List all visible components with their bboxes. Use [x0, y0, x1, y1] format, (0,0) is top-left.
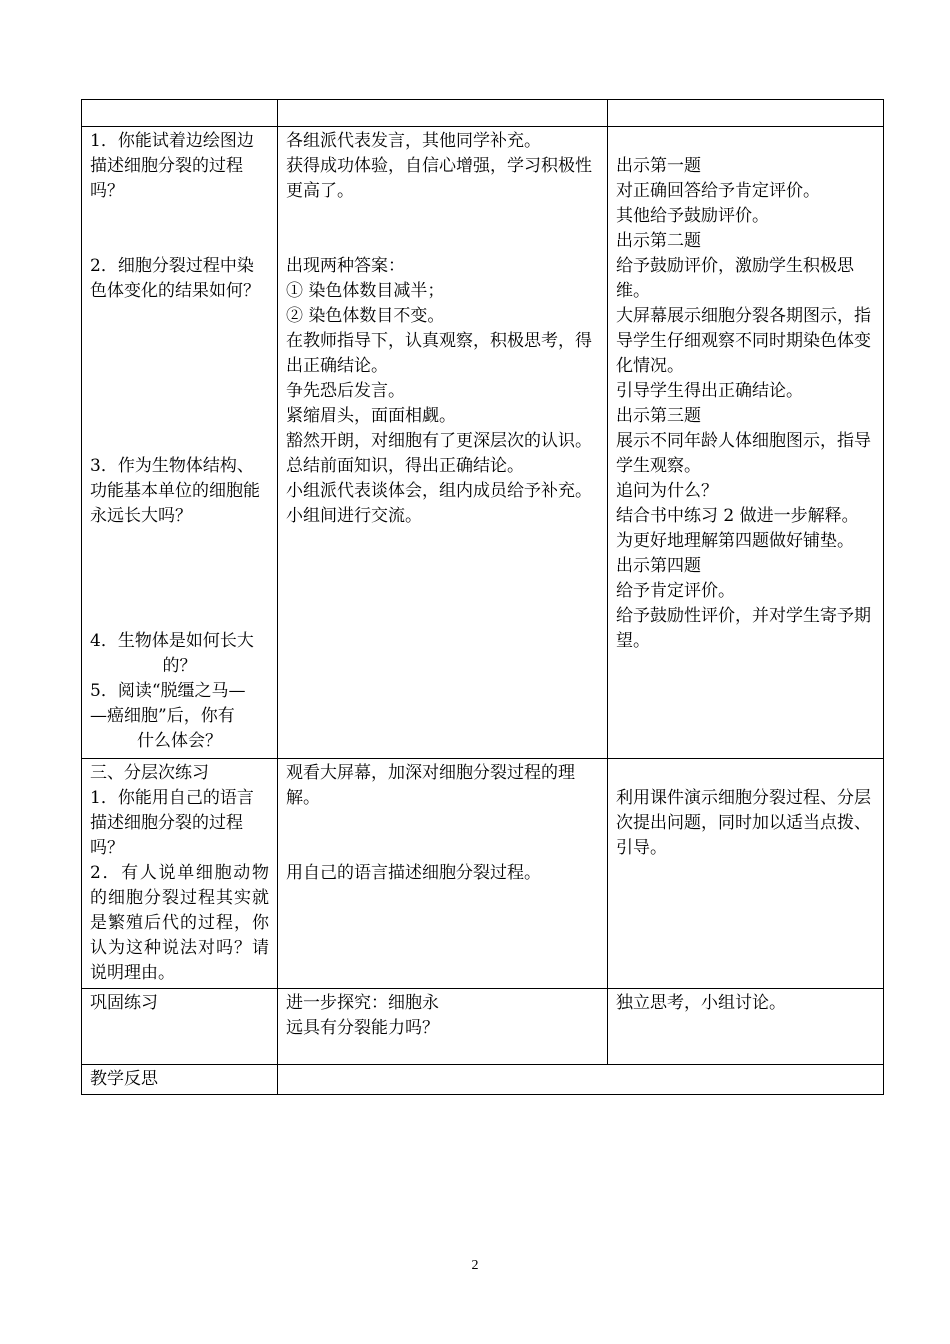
- teacher-activity-cell: [608, 759, 884, 989]
- text-line: 2．有人说单细胞动物的细胞分裂过程其实就是繁殖后代的过程，你认为这种说法对吗？请说明理由。: [90, 863, 269, 983]
- consolidate-label-cell: [82, 989, 278, 1065]
- text-line: 用自己的语言描述细胞分裂过程。: [286, 863, 541, 883]
- table-cell: [608, 100, 884, 127]
- question-3: 3．作为生物体结构、功能基本单位的细胞能永远长大吗？: [90, 456, 260, 526]
- text-line: 出现两种答案：: [286, 256, 405, 276]
- text-line: 独立思考，小组讨论。: [616, 993, 786, 1013]
- text-line: 出示第三题: [616, 406, 701, 426]
- text-line: 远具有分裂能力吗？: [286, 1018, 439, 1038]
- question-5-line-1: 5．阅读“脱缰之马—: [90, 681, 246, 701]
- text-line: 其他给予鼓励评价。: [616, 206, 769, 226]
- text-line: 展示不同年龄人体细胞图示，指导学生观察。: [616, 431, 871, 476]
- teacher-activity-cell: [608, 127, 884, 759]
- text-line: 小组间进行交流。: [286, 506, 422, 526]
- text-line: 获得成功体验，自信心增强，学习积极性更高了。: [286, 156, 592, 201]
- page-number: 2: [471, 1258, 479, 1273]
- text-line: 对正确回答给予肯定评价。: [616, 181, 820, 201]
- text-line: 大屏幕展示细胞分裂各期图示，指导学生仔细观察不同时期染色体变化情况。: [616, 306, 871, 376]
- text-line: 进一步探究：细胞永: [286, 993, 439, 1013]
- text-line: 在教师指导下，认真观察，积极思考，得出正确结论。: [286, 331, 592, 376]
- reflection-content-cell: [278, 1065, 884, 1095]
- text-line: 引导学生得出正确结论。: [616, 381, 803, 401]
- text-line: 小组派代表谈体会，组内成员给予补充。: [286, 481, 592, 501]
- question-2: 2．细胞分裂过程中染色体变化的结果如何？: [90, 256, 260, 301]
- table-row: [82, 759, 884, 989]
- table-row: [82, 1065, 884, 1095]
- text-line: 给予鼓励评价，激励学生积极思维。: [616, 256, 854, 301]
- student-activity-cell: [278, 759, 608, 989]
- text-line: 各组派代表发言，其他同学补充。: [286, 131, 541, 151]
- consolidate-activity-cell: [278, 989, 608, 1065]
- question-5-line-3: 什么体会？: [137, 731, 222, 751]
- text-line: 出示第一题: [616, 156, 701, 176]
- question-4-line-1: 4．生物体是如何长大: [90, 631, 254, 651]
- question-5-line-2: —癌细胞”后，你有: [90, 706, 235, 726]
- text-line: 给予鼓励性评价，并对学生寄予期望。: [616, 606, 871, 651]
- question-1: 1．你能试着边绘图边描述细胞分裂的过程吗？: [90, 131, 254, 201]
- text-line: 结合书中练习 2 做进一步解释。为更好地理解第四题做好铺垫。: [616, 506, 859, 551]
- table-row: [82, 100, 884, 127]
- lesson-plan-table: [81, 99, 884, 1095]
- text-line: 观看大屏幕，加深对细胞分裂过程的理解。: [286, 763, 575, 808]
- text-line: 豁然开朗，对细胞有了更深层次的认识。: [286, 431, 592, 451]
- text-line: 出示第二题: [616, 231, 701, 251]
- text-line: 紧缩眉头，面面相觑。: [286, 406, 456, 426]
- table-row: [82, 127, 884, 759]
- text-line: 1．你能用自己的语言描述细胞分裂的过程吗？: [90, 788, 254, 858]
- text-line: 追问为什么？: [616, 481, 718, 501]
- text-line: 利用课件演示细胞分裂过程、分层次提出问题，同时加以适当点拨、引导。: [616, 788, 871, 858]
- consolidate-teacher-cell: [608, 989, 884, 1065]
- text-line: ② 染色体数目不变。: [286, 306, 445, 326]
- table-row: [82, 989, 884, 1065]
- layered-practice-cell: [82, 759, 278, 989]
- text-line: 出示第四题: [616, 556, 701, 576]
- text-line: 总结前面知识，得出正确结论。: [286, 456, 524, 476]
- question-4-line-2: 的？: [162, 656, 197, 676]
- questions-cell: [82, 127, 278, 759]
- text-line: 巩固练习: [90, 993, 158, 1013]
- text-line: 争先恐后发言。: [286, 381, 405, 401]
- reflection-label-cell: 教学反思: [82, 1065, 278, 1095]
- table-cell: [82, 100, 278, 127]
- table-cell: [278, 100, 608, 127]
- text-line: ① 染色体数目减半；: [286, 281, 445, 301]
- student-activity-cell: [278, 127, 608, 759]
- text-line: 给予肯定评价。: [616, 581, 735, 601]
- section-heading: 三、分层次练习: [90, 763, 209, 783]
